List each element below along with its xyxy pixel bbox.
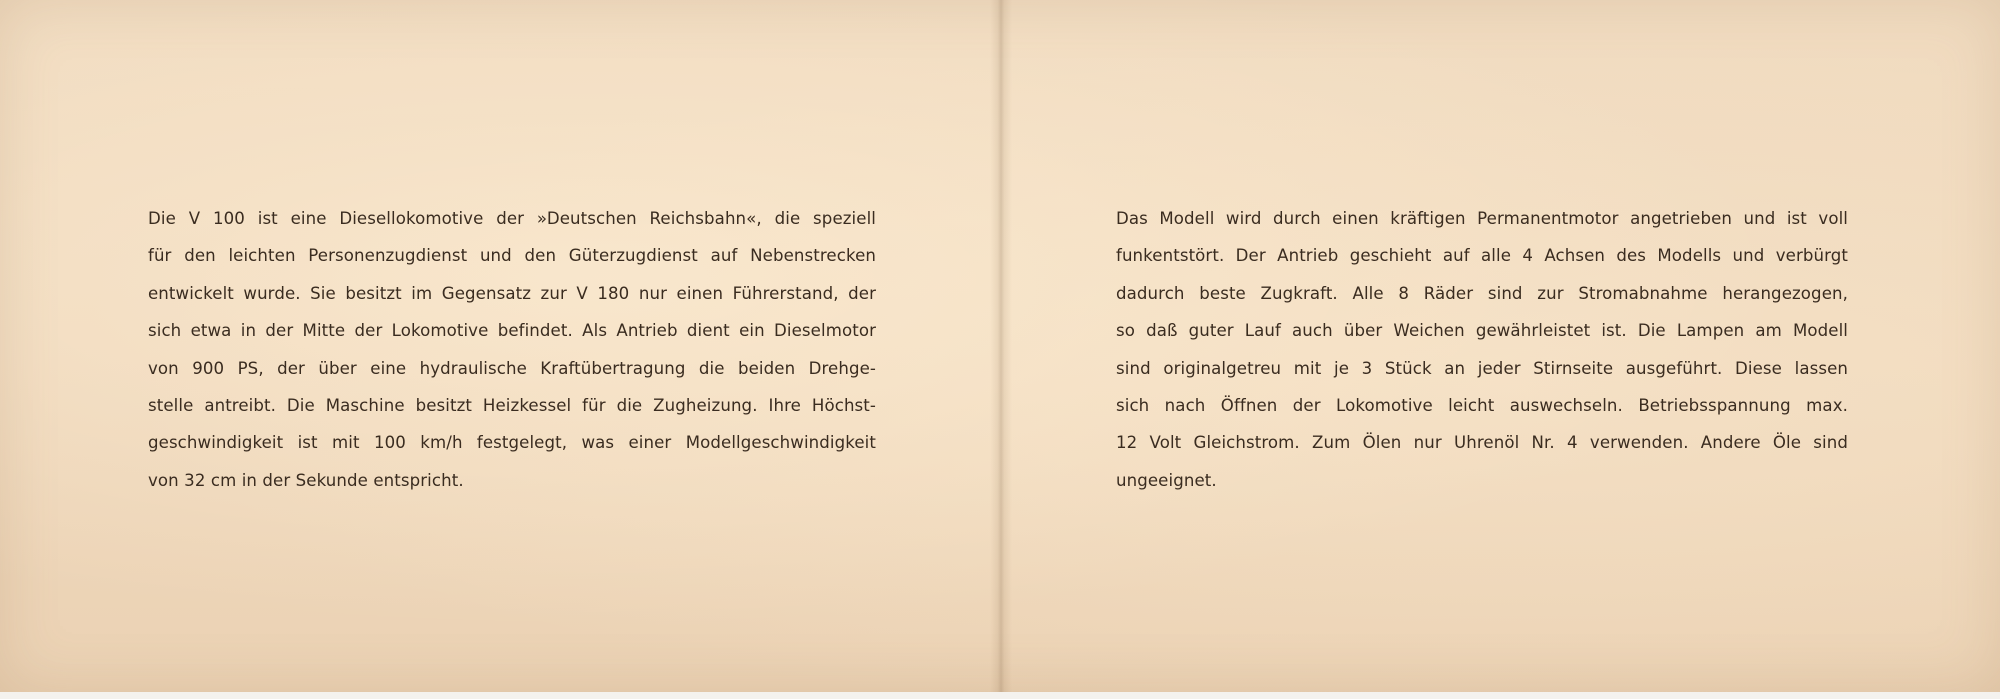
- text-line: für den leichten Personenzugdienst und den Güterzugdienst auf Nebenstrecken: [148, 246, 876, 266]
- text-line: sich etwa in der Mitte der Lokomotive befindet. Als Antrieb dient ein Dieselmotor: [148, 321, 876, 341]
- text-line: von 900 PS, der über eine hydraulische Kraftübertragung die beiden Drehge-: [148, 358, 876, 378]
- text-line: 12 Volt Gleichstrom. Zum Ölen nur Uhrenöl Nr. 4 verwenden. Andere Öle sind: [1116, 433, 1848, 453]
- text-line: so daß guter Lauf auch über Weichen gewährleistet ist. Die Lampen am Modell: [1116, 321, 1848, 341]
- text-line: sind originalgetreu mit je 3 Stück an jeder Stirnseite ausgeführt. Diese lassen: [1116, 358, 1848, 378]
- text-line: dadurch beste Zugkraft. Alle 8 Räder sind zur Stromabnahme herangezogen,: [1116, 283, 1848, 303]
- text-line: funkentstört. Der Antrieb geschieht auf alle 4 Achsen des Modells und verbürgt: [1116, 246, 1848, 266]
- text-line: Die V 100 ist eine Diesellokomotive der »Deutschen Reichsbahn«, die speziell: [148, 209, 876, 228]
- center-fold: [990, 0, 1012, 692]
- text-line: geschwindigkeit ist mit 100 km/h festgelegt, was einer Modellgeschwindigkeit: [148, 433, 876, 453]
- text-line: entwickelt wurde. Sie besitzt im Gegensatz zur V 180 nur einen Führerstand, der: [148, 283, 876, 303]
- text-line: sich nach Öffnen der Lokomotive leicht auswechseln. Betriebsspannung max.: [1116, 396, 1848, 416]
- text-line: stelle antreibt. Die Maschine besitzt Heizkessel für die Zugheizung. Ihre Höchst-: [148, 396, 876, 416]
- left-page-text: [148, 200, 876, 499]
- text-line: Das Modell wird durch einen kräftigen Permanentmotor angetrieben und ist voll: [1116, 209, 1848, 228]
- text-line: von 32 cm in der Sekunde entspricht.: [148, 470, 464, 490]
- text-line: ungeeignet.: [1116, 470, 1217, 490]
- right-page-text: [1116, 200, 1848, 499]
